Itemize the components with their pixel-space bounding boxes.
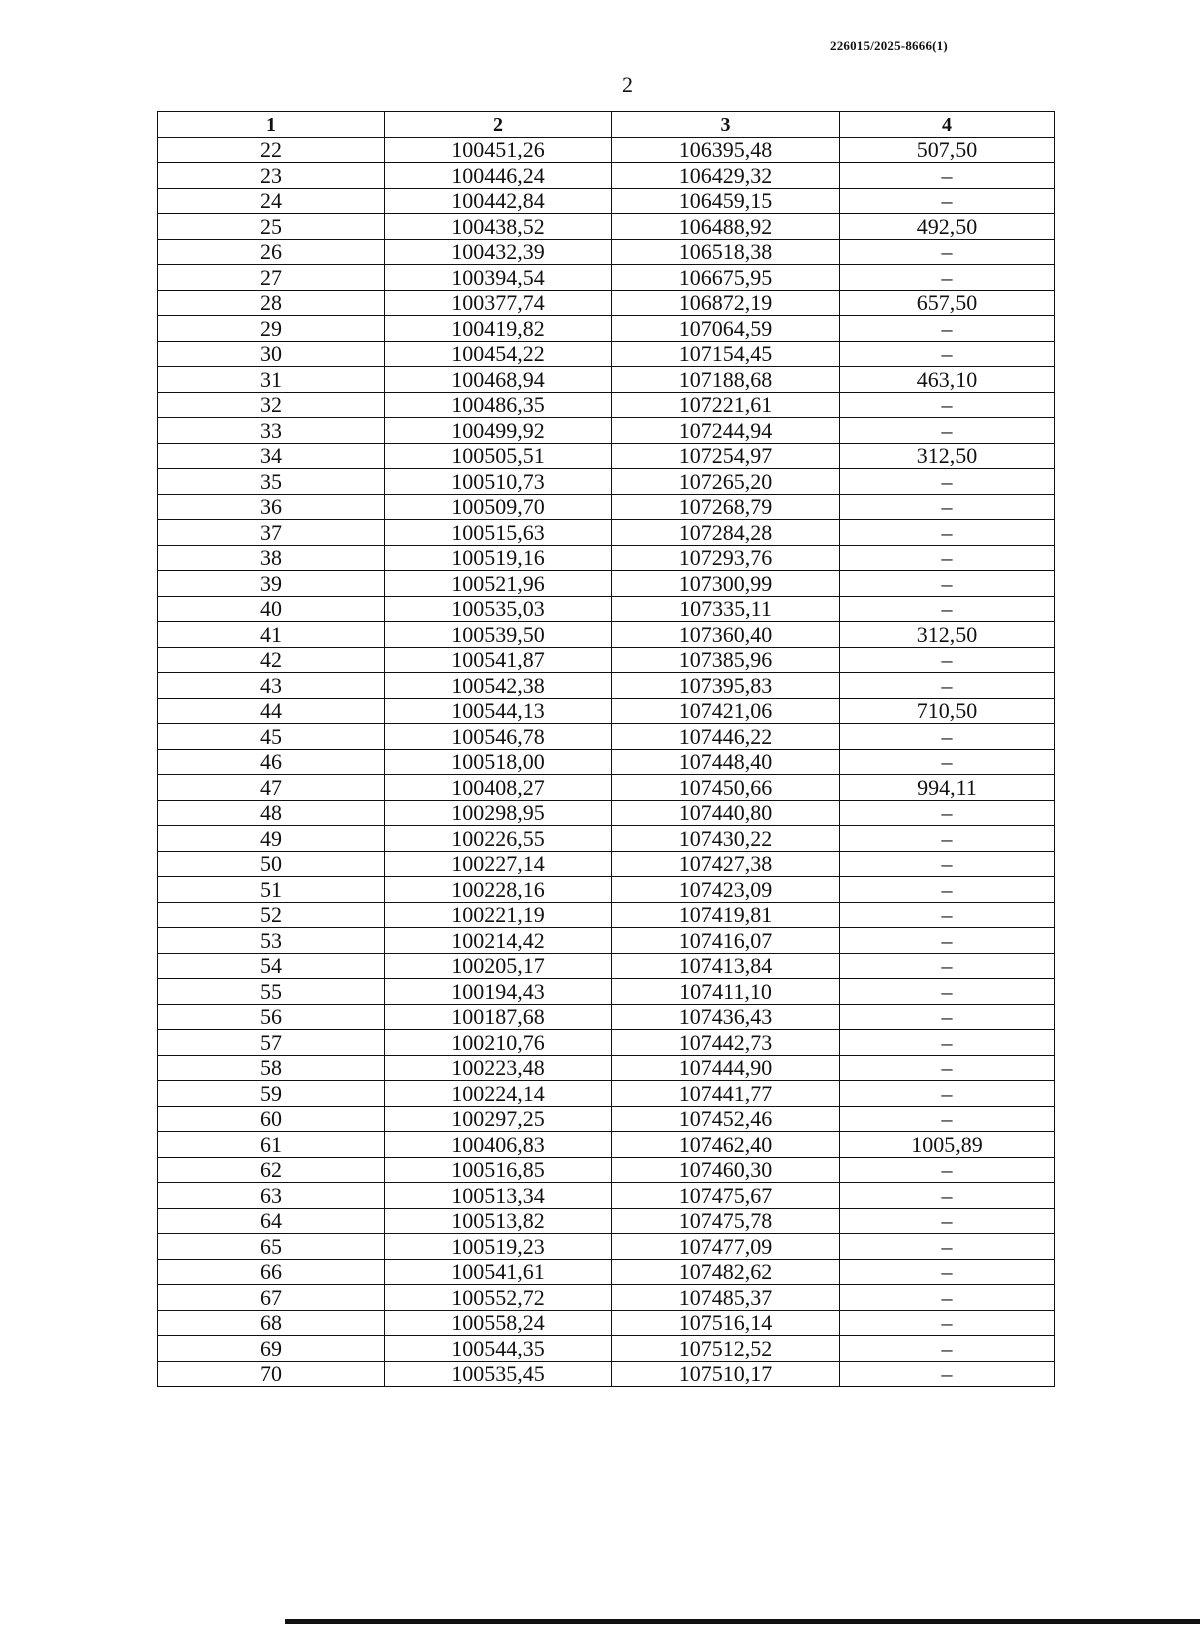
column-header: 2 bbox=[385, 112, 612, 138]
x-coordinate-cell: 100505,51 bbox=[385, 443, 612, 469]
x-coordinate-cell: 100406,83 bbox=[385, 1132, 612, 1158]
point-number-cell: 28 bbox=[158, 290, 385, 316]
x-coordinate-cell: 100394,54 bbox=[385, 265, 612, 291]
point-number-cell: 69 bbox=[158, 1336, 385, 1362]
y-coordinate-cell: 106675,95 bbox=[612, 265, 840, 291]
x-coordinate-cell: 100451,26 bbox=[385, 137, 612, 163]
y-coordinate-cell: 107419,81 bbox=[612, 902, 840, 928]
point-number-cell: 39 bbox=[158, 571, 385, 597]
distance-cell: 1005,89 bbox=[840, 1132, 1055, 1158]
distance-cell: – bbox=[840, 902, 1055, 928]
distance-cell: – bbox=[840, 265, 1055, 291]
distance-cell: – bbox=[840, 596, 1055, 622]
table-row bbox=[158, 137, 1055, 163]
point-number-cell: 32 bbox=[158, 392, 385, 418]
table-row bbox=[158, 571, 1055, 597]
point-number-cell: 26 bbox=[158, 239, 385, 265]
x-coordinate-cell: 100297,25 bbox=[385, 1106, 612, 1132]
x-coordinate-cell: 100519,23 bbox=[385, 1234, 612, 1260]
x-coordinate-cell: 100513,82 bbox=[385, 1208, 612, 1234]
x-coordinate-cell: 100499,92 bbox=[385, 418, 612, 444]
point-number-cell: 63 bbox=[158, 1183, 385, 1209]
x-coordinate-cell: 100546,78 bbox=[385, 724, 612, 750]
distance-cell: – bbox=[840, 1157, 1055, 1183]
distance-cell: – bbox=[840, 545, 1055, 571]
table-row bbox=[158, 1336, 1055, 1362]
y-coordinate-cell: 107452,46 bbox=[612, 1106, 840, 1132]
point-number-cell: 53 bbox=[158, 928, 385, 954]
x-coordinate-cell: 100542,38 bbox=[385, 673, 612, 699]
distance-cell: – bbox=[840, 520, 1055, 546]
point-number-cell: 59 bbox=[158, 1081, 385, 1107]
point-number-cell: 67 bbox=[158, 1285, 385, 1311]
y-coordinate-cell: 107450,66 bbox=[612, 775, 840, 801]
point-number-cell: 62 bbox=[158, 1157, 385, 1183]
point-number-cell: 47 bbox=[158, 775, 385, 801]
distance-cell: – bbox=[840, 1285, 1055, 1311]
table-row bbox=[158, 1310, 1055, 1336]
distance-cell: – bbox=[840, 953, 1055, 979]
x-coordinate-cell: 100432,39 bbox=[385, 239, 612, 265]
table-header-row bbox=[158, 112, 1055, 138]
x-coordinate-cell: 100446,24 bbox=[385, 163, 612, 189]
point-number-cell: 41 bbox=[158, 622, 385, 648]
distance-cell: – bbox=[840, 877, 1055, 903]
x-coordinate-cell: 100515,63 bbox=[385, 520, 612, 546]
point-number-cell: 35 bbox=[158, 469, 385, 495]
distance-cell: – bbox=[840, 979, 1055, 1005]
table-body bbox=[158, 137, 1055, 1387]
table-row bbox=[158, 724, 1055, 750]
y-coordinate-cell: 107512,52 bbox=[612, 1336, 840, 1362]
y-coordinate-cell: 107254,97 bbox=[612, 443, 840, 469]
x-coordinate-cell: 100221,19 bbox=[385, 902, 612, 928]
distance-cell: – bbox=[840, 673, 1055, 699]
point-number-cell: 61 bbox=[158, 1132, 385, 1158]
table-row bbox=[158, 775, 1055, 801]
x-coordinate-cell: 100509,70 bbox=[385, 494, 612, 520]
distance-cell: 312,50 bbox=[840, 443, 1055, 469]
table-row bbox=[158, 851, 1055, 877]
point-number-cell: 36 bbox=[158, 494, 385, 520]
distance-cell: – bbox=[840, 239, 1055, 265]
point-number-cell: 25 bbox=[158, 214, 385, 240]
distance-cell: 507,50 bbox=[840, 137, 1055, 163]
y-coordinate-cell: 107265,20 bbox=[612, 469, 840, 495]
distance-cell: – bbox=[840, 1361, 1055, 1387]
table-row bbox=[158, 1106, 1055, 1132]
x-coordinate-cell: 100519,16 bbox=[385, 545, 612, 571]
table-row bbox=[158, 418, 1055, 444]
distance-cell: – bbox=[840, 1030, 1055, 1056]
point-number-cell: 51 bbox=[158, 877, 385, 903]
table-row bbox=[158, 494, 1055, 520]
y-coordinate-cell: 107448,40 bbox=[612, 749, 840, 775]
table-row bbox=[158, 239, 1055, 265]
x-coordinate-cell: 100205,17 bbox=[385, 953, 612, 979]
page-bottom-rule bbox=[285, 1619, 1200, 1624]
y-coordinate-cell: 107268,79 bbox=[612, 494, 840, 520]
table-row bbox=[158, 520, 1055, 546]
table-row bbox=[158, 367, 1055, 393]
x-coordinate-cell: 100518,00 bbox=[385, 749, 612, 775]
point-number-cell: 23 bbox=[158, 163, 385, 189]
table-row bbox=[158, 392, 1055, 418]
y-coordinate-cell: 107244,94 bbox=[612, 418, 840, 444]
table-row bbox=[158, 265, 1055, 291]
y-coordinate-cell: 107516,14 bbox=[612, 1310, 840, 1336]
distance-cell: 657,50 bbox=[840, 290, 1055, 316]
x-coordinate-cell: 100377,74 bbox=[385, 290, 612, 316]
distance-cell: – bbox=[840, 928, 1055, 954]
x-coordinate-cell: 100468,94 bbox=[385, 367, 612, 393]
y-coordinate-cell: 107475,78 bbox=[612, 1208, 840, 1234]
point-number-cell: 66 bbox=[158, 1259, 385, 1285]
x-coordinate-cell: 100544,13 bbox=[385, 698, 612, 724]
distance-cell: – bbox=[840, 1004, 1055, 1030]
x-coordinate-cell: 100544,35 bbox=[385, 1336, 612, 1362]
point-number-cell: 30 bbox=[158, 341, 385, 367]
x-coordinate-cell: 100541,87 bbox=[385, 647, 612, 673]
point-number-cell: 52 bbox=[158, 902, 385, 928]
y-coordinate-cell: 107284,28 bbox=[612, 520, 840, 546]
y-coordinate-cell: 107440,80 bbox=[612, 800, 840, 826]
x-coordinate-cell: 100539,50 bbox=[385, 622, 612, 648]
point-number-cell: 31 bbox=[158, 367, 385, 393]
x-coordinate-cell: 100408,27 bbox=[385, 775, 612, 801]
distance-cell: – bbox=[840, 1106, 1055, 1132]
point-number-cell: 38 bbox=[158, 545, 385, 571]
table-row bbox=[158, 1361, 1055, 1387]
distance-cell: 463,10 bbox=[840, 367, 1055, 393]
x-coordinate-cell: 100516,85 bbox=[385, 1157, 612, 1183]
point-number-cell: 29 bbox=[158, 316, 385, 342]
y-coordinate-cell: 107293,76 bbox=[612, 545, 840, 571]
point-number-cell: 37 bbox=[158, 520, 385, 546]
x-coordinate-cell: 100454,22 bbox=[385, 341, 612, 367]
y-coordinate-cell: 107475,67 bbox=[612, 1183, 840, 1209]
table-row bbox=[158, 826, 1055, 852]
table-row bbox=[158, 341, 1055, 367]
column-header: 3 bbox=[612, 112, 840, 138]
x-coordinate-cell: 100535,03 bbox=[385, 596, 612, 622]
y-coordinate-cell: 107154,45 bbox=[612, 341, 840, 367]
distance-cell: – bbox=[840, 851, 1055, 877]
table-row bbox=[158, 214, 1055, 240]
table-row bbox=[158, 163, 1055, 189]
x-coordinate-cell: 100194,43 bbox=[385, 979, 612, 1005]
y-coordinate-cell: 107421,06 bbox=[612, 698, 840, 724]
y-coordinate-cell: 107444,90 bbox=[612, 1055, 840, 1081]
distance-cell: 994,11 bbox=[840, 775, 1055, 801]
coordinates-table bbox=[157, 111, 1055, 1387]
x-coordinate-cell: 100298,95 bbox=[385, 800, 612, 826]
x-coordinate-cell: 100486,35 bbox=[385, 392, 612, 418]
table-row bbox=[158, 1055, 1055, 1081]
x-coordinate-cell: 100214,42 bbox=[385, 928, 612, 954]
y-coordinate-cell: 106459,15 bbox=[612, 188, 840, 214]
y-coordinate-cell: 107188,68 bbox=[612, 367, 840, 393]
y-coordinate-cell: 106872,19 bbox=[612, 290, 840, 316]
point-number-cell: 45 bbox=[158, 724, 385, 750]
table-row bbox=[158, 596, 1055, 622]
y-coordinate-cell: 107510,17 bbox=[612, 1361, 840, 1387]
table-row bbox=[158, 1234, 1055, 1260]
table-row bbox=[158, 673, 1055, 699]
point-number-cell: 55 bbox=[158, 979, 385, 1005]
point-number-cell: 54 bbox=[158, 953, 385, 979]
y-coordinate-cell: 107413,84 bbox=[612, 953, 840, 979]
x-coordinate-cell: 100558,24 bbox=[385, 1310, 612, 1336]
distance-cell: – bbox=[840, 1055, 1055, 1081]
y-coordinate-cell: 107385,96 bbox=[612, 647, 840, 673]
distance-cell: – bbox=[840, 392, 1055, 418]
table-row bbox=[158, 979, 1055, 1005]
distance-cell: – bbox=[840, 1259, 1055, 1285]
table-row bbox=[158, 1208, 1055, 1234]
column-header: 1 bbox=[158, 112, 385, 138]
point-number-cell: 64 bbox=[158, 1208, 385, 1234]
distance-cell: – bbox=[840, 800, 1055, 826]
table-row bbox=[158, 622, 1055, 648]
y-coordinate-cell: 107221,61 bbox=[612, 392, 840, 418]
table-row bbox=[158, 800, 1055, 826]
point-number-cell: 58 bbox=[158, 1055, 385, 1081]
x-coordinate-cell: 100223,48 bbox=[385, 1055, 612, 1081]
distance-cell: 492,50 bbox=[840, 214, 1055, 240]
x-coordinate-cell: 100552,72 bbox=[385, 1285, 612, 1311]
table-row bbox=[158, 290, 1055, 316]
point-number-cell: 56 bbox=[158, 1004, 385, 1030]
table-row bbox=[158, 188, 1055, 214]
y-coordinate-cell: 107064,59 bbox=[612, 316, 840, 342]
point-number-cell: 50 bbox=[158, 851, 385, 877]
point-number-cell: 34 bbox=[158, 443, 385, 469]
table-row bbox=[158, 1259, 1055, 1285]
table-row bbox=[158, 902, 1055, 928]
x-coordinate-cell: 100438,52 bbox=[385, 214, 612, 240]
distance-cell: – bbox=[840, 826, 1055, 852]
x-coordinate-cell: 100535,45 bbox=[385, 1361, 612, 1387]
y-coordinate-cell: 107477,09 bbox=[612, 1234, 840, 1260]
distance-cell: – bbox=[840, 1234, 1055, 1260]
x-coordinate-cell: 100226,55 bbox=[385, 826, 612, 852]
distance-cell: – bbox=[840, 341, 1055, 367]
point-number-cell: 24 bbox=[158, 188, 385, 214]
table-row bbox=[158, 1157, 1055, 1183]
table-row bbox=[158, 1285, 1055, 1311]
distance-cell: – bbox=[840, 571, 1055, 597]
y-coordinate-cell: 107446,22 bbox=[612, 724, 840, 750]
table-row bbox=[158, 545, 1055, 571]
y-coordinate-cell: 107462,40 bbox=[612, 1132, 840, 1158]
y-coordinate-cell: 107411,10 bbox=[612, 979, 840, 1005]
point-number-cell: 65 bbox=[158, 1234, 385, 1260]
y-coordinate-cell: 107395,83 bbox=[612, 673, 840, 699]
point-number-cell: 68 bbox=[158, 1310, 385, 1336]
distance-cell: – bbox=[840, 749, 1055, 775]
y-coordinate-cell: 107482,62 bbox=[612, 1259, 840, 1285]
distance-cell: – bbox=[840, 494, 1055, 520]
point-number-cell: 22 bbox=[158, 137, 385, 163]
distance-cell: 710,50 bbox=[840, 698, 1055, 724]
y-coordinate-cell: 106488,92 bbox=[612, 214, 840, 240]
distance-cell: – bbox=[840, 316, 1055, 342]
point-number-cell: 44 bbox=[158, 698, 385, 724]
distance-cell: – bbox=[840, 188, 1055, 214]
point-number-cell: 42 bbox=[158, 647, 385, 673]
y-coordinate-cell: 106518,38 bbox=[612, 239, 840, 265]
table-row bbox=[158, 316, 1055, 342]
x-coordinate-cell: 100210,76 bbox=[385, 1030, 612, 1056]
distance-cell: – bbox=[840, 1336, 1055, 1362]
distance-cell: – bbox=[840, 724, 1055, 750]
table-row bbox=[158, 953, 1055, 979]
table-row bbox=[158, 1004, 1055, 1030]
x-coordinate-cell: 100227,14 bbox=[385, 851, 612, 877]
point-number-cell: 27 bbox=[158, 265, 385, 291]
y-coordinate-cell: 107335,11 bbox=[612, 596, 840, 622]
x-coordinate-cell: 100224,14 bbox=[385, 1081, 612, 1107]
point-number-cell: 49 bbox=[158, 826, 385, 852]
distance-cell: – bbox=[840, 163, 1055, 189]
y-coordinate-cell: 107441,77 bbox=[612, 1081, 840, 1107]
x-coordinate-cell: 100228,16 bbox=[385, 877, 612, 903]
table-row bbox=[158, 469, 1055, 495]
y-coordinate-cell: 107436,43 bbox=[612, 1004, 840, 1030]
x-coordinate-cell: 100187,68 bbox=[385, 1004, 612, 1030]
point-number-cell: 57 bbox=[158, 1030, 385, 1056]
table-row bbox=[158, 1030, 1055, 1056]
table-row bbox=[158, 928, 1055, 954]
y-coordinate-cell: 107300,99 bbox=[612, 571, 840, 597]
y-coordinate-cell: 107416,07 bbox=[612, 928, 840, 954]
point-number-cell: 48 bbox=[158, 800, 385, 826]
y-coordinate-cell: 107423,09 bbox=[612, 877, 840, 903]
point-number-cell: 33 bbox=[158, 418, 385, 444]
distance-cell: – bbox=[840, 647, 1055, 673]
document-id: 226015/2025-8666(1) bbox=[830, 38, 948, 53]
y-coordinate-cell: 107460,30 bbox=[612, 1157, 840, 1183]
table-row bbox=[158, 443, 1055, 469]
distance-cell: – bbox=[840, 1208, 1055, 1234]
y-coordinate-cell: 107442,73 bbox=[612, 1030, 840, 1056]
x-coordinate-cell: 100541,61 bbox=[385, 1259, 612, 1285]
x-coordinate-cell: 100521,96 bbox=[385, 571, 612, 597]
column-header: 4 bbox=[840, 112, 1055, 138]
x-coordinate-cell: 100442,84 bbox=[385, 188, 612, 214]
point-number-cell: 46 bbox=[158, 749, 385, 775]
point-number-cell: 70 bbox=[158, 1361, 385, 1387]
y-coordinate-cell: 106429,32 bbox=[612, 163, 840, 189]
point-number-cell: 43 bbox=[158, 673, 385, 699]
point-number-cell: 40 bbox=[158, 596, 385, 622]
x-coordinate-cell: 100510,73 bbox=[385, 469, 612, 495]
y-coordinate-cell: 106395,48 bbox=[612, 137, 840, 163]
x-coordinate-cell: 100419,82 bbox=[385, 316, 612, 342]
y-coordinate-cell: 107485,37 bbox=[612, 1285, 840, 1311]
table-row bbox=[158, 749, 1055, 775]
distance-cell: – bbox=[840, 469, 1055, 495]
distance-cell: – bbox=[840, 1183, 1055, 1209]
table-row bbox=[158, 1081, 1055, 1107]
distance-cell: 312,50 bbox=[840, 622, 1055, 648]
distance-cell: – bbox=[840, 418, 1055, 444]
x-coordinate-cell: 100513,34 bbox=[385, 1183, 612, 1209]
page-number: 2 bbox=[622, 72, 633, 97]
table-row bbox=[158, 1132, 1055, 1158]
distance-cell: – bbox=[840, 1310, 1055, 1336]
distance-cell: – bbox=[840, 1081, 1055, 1107]
point-number-cell: 60 bbox=[158, 1106, 385, 1132]
table-row bbox=[158, 877, 1055, 903]
y-coordinate-cell: 107360,40 bbox=[612, 622, 840, 648]
table-row bbox=[158, 1183, 1055, 1209]
y-coordinate-cell: 107427,38 bbox=[612, 851, 840, 877]
table-row bbox=[158, 698, 1055, 724]
table-row bbox=[158, 647, 1055, 673]
y-coordinate-cell: 107430,22 bbox=[612, 826, 840, 852]
